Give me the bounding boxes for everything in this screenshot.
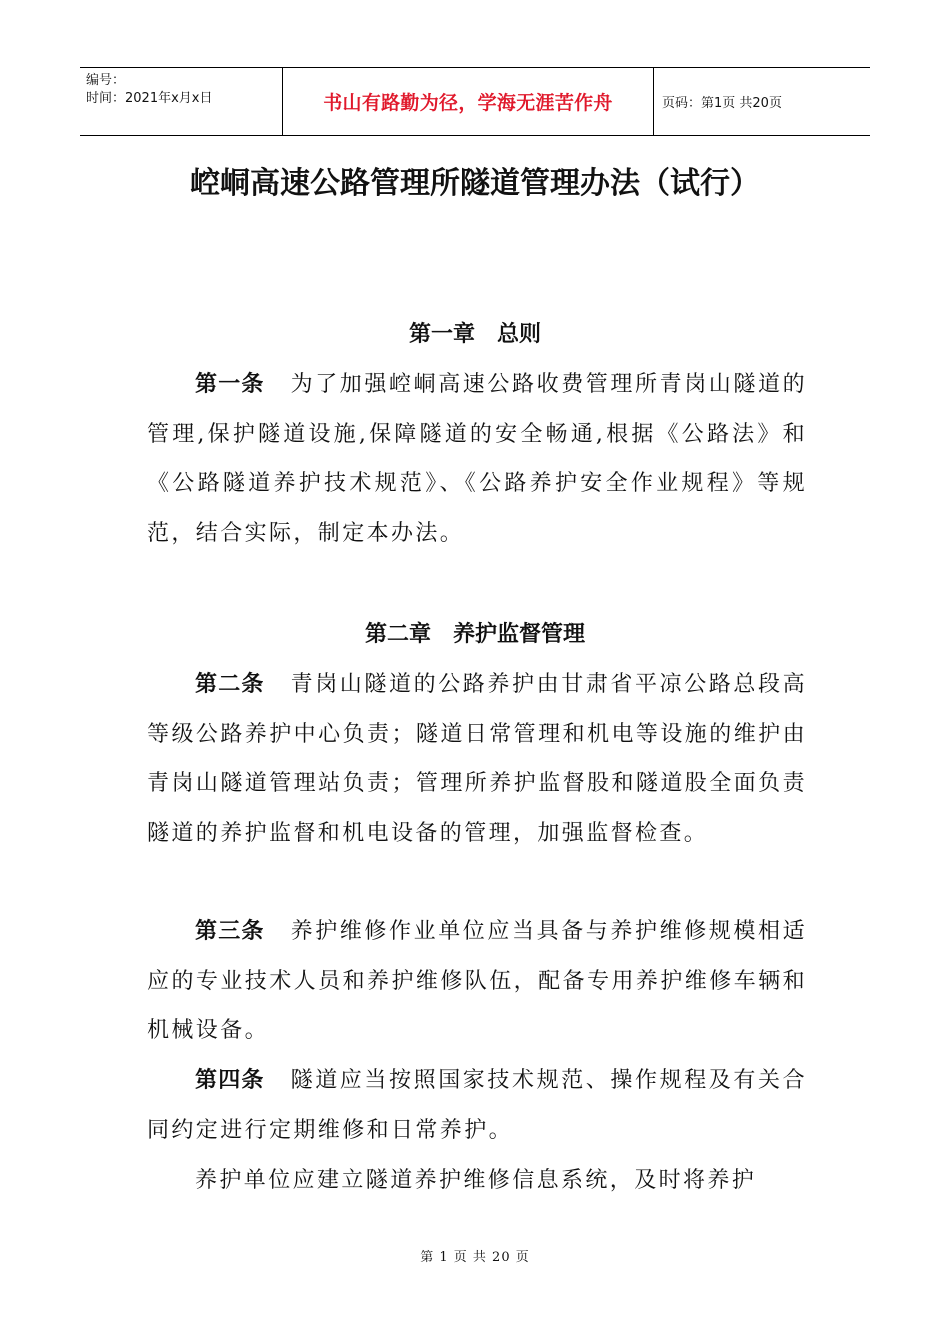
article-text: 养护维修作业单位应当具备与养护维修规模相适应的专业技术人员和养护维修队伍，配备专用养护维修车辆和机械设备。 (147, 919, 807, 1043)
page-footer: 第 1 页 共 20 页 (420, 1250, 530, 1265)
header-page-info: 页码：第1页 共20页 (662, 96, 782, 111)
article-label: 第一条 (195, 372, 265, 397)
article-paragraph (147, 360, 807, 558)
header-motto-cell (282, 68, 654, 135)
document-number-label: 编号： (86, 73, 126, 88)
article-label: 第三条 (195, 919, 265, 944)
chapter-heading: 第一章 总则 (408, 322, 541, 347)
article-paragraph (147, 1056, 807, 1155)
header-meta-cell (80, 68, 282, 135)
document-title: 崆峒高速公路管理所隧道管理办法（试行） (190, 166, 760, 201)
article-text: 为了加强崆峒高速公路收费管理所青岗山隧道的管理,保护隧道设施,保障隧道的安全畅通,根据《公路法》和《公路隧道养护技术规范》、《公路养护安全作业规程》等规范，结合实际，制定本办法。 (147, 372, 807, 546)
article-paragraph (147, 1156, 807, 1206)
article-text: 养护单位应建立隧道养护维修信息系统，及时将养护 (195, 1168, 757, 1193)
document-time-label: 时间：2021年x月x日 (86, 91, 213, 106)
article-label: 第四条 (195, 1068, 265, 1093)
article-text: 隧道应当按照国家技术规范、操作规程及有关合同约定进行定期维修和日常养护。 (147, 1068, 807, 1143)
chapter-heading: 第二章 养护监督管理 (364, 622, 585, 647)
article-paragraph (147, 907, 807, 1056)
document-header-table (80, 67, 870, 136)
header-motto: 书山有路勤为径，学海无涯苦作舟 (323, 92, 613, 114)
article-text: 青岗山隧道的公路养护由甘肃省平凉公路总段高等级公路养护中心负责；隧道日常管理和机电等设施的维护由青岗山隧道管理站负责；管理所养护监督股和隧道股全面负责隧道的养护监督和机电设备的管理，加强监督检查。 (147, 672, 807, 846)
header-page-cell (654, 68, 870, 135)
article-paragraph (147, 660, 807, 858)
article-label: 第二条 (195, 672, 265, 697)
